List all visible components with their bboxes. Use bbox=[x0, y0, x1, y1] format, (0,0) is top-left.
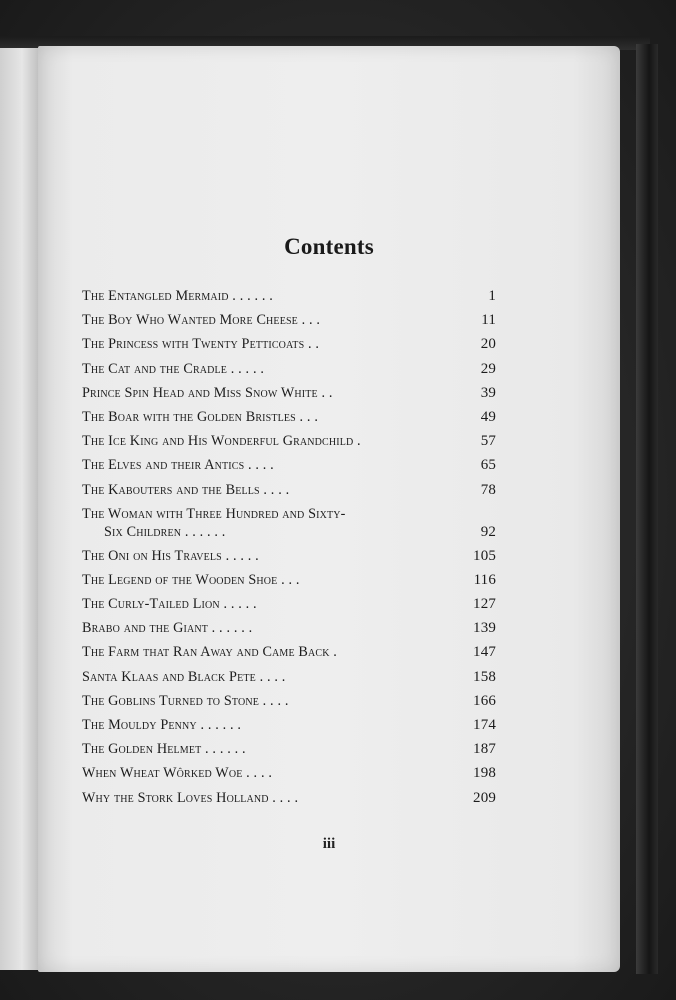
toc-entry-page: 198 bbox=[473, 765, 496, 782]
page-number: iii bbox=[322, 836, 336, 852]
toc-entry-title: The Ice King and His Wonderful Grandchild bbox=[82, 433, 354, 450]
toc-entry-leader: . . . . . . bbox=[196, 717, 242, 733]
toc-entry-page: 166 bbox=[473, 692, 496, 709]
toc-entry-title: The Princess with Twenty Petticoats bbox=[82, 336, 305, 353]
book-page bbox=[38, 46, 620, 972]
toc-entry-title: Santa Klaas and Black Pete bbox=[82, 668, 256, 685]
toc-entry-page: 29 bbox=[480, 360, 496, 377]
toc-entry bbox=[82, 381, 496, 405]
toc-entry-leader: . bbox=[353, 433, 361, 450]
toc-entry-title: The Boy Who Wanted More Cheese bbox=[82, 312, 298, 329]
toc-entry-leader: . . . . . . bbox=[207, 620, 253, 637]
toc-entry-page: 187 bbox=[473, 741, 496, 758]
toc-entry-page: 49 bbox=[480, 408, 496, 425]
toc-entry bbox=[82, 544, 496, 568]
toc-entry-leader: . . . . . bbox=[227, 360, 265, 377]
toc-entry-title: The Cat and the Cradle bbox=[82, 360, 228, 377]
toc-entry-title: The Mouldy Penny bbox=[82, 717, 197, 733]
toc-entry bbox=[82, 284, 496, 308]
toc-entry-page: 65 bbox=[480, 457, 496, 474]
toc-entry-page: 209 bbox=[473, 789, 496, 806]
toc-entry-title: Why the Stork Loves Holland bbox=[82, 789, 269, 806]
facing-page bbox=[0, 48, 41, 970]
toc-entry bbox=[82, 786, 496, 810]
toc-entry-leader: . . . bbox=[297, 312, 321, 329]
toc-entry bbox=[82, 713, 496, 737]
toc-entry-page: 139 bbox=[473, 620, 496, 637]
table-of-contents bbox=[82, 284, 496, 810]
toc-entry-leader: . . . . bbox=[244, 457, 274, 474]
toc-entry-title: The Entangled Mermaid bbox=[82, 288, 229, 304]
toc-entry bbox=[82, 502, 496, 544]
toc-entry-page: 57 bbox=[480, 433, 496, 450]
toc-entry bbox=[82, 665, 496, 689]
toc-entry-title: The Golden Helmet bbox=[82, 741, 202, 758]
toc-entry-page: 1 bbox=[488, 288, 496, 304]
toc-entry-title: Brabo and the Giant bbox=[82, 620, 208, 637]
toc-entry-title: Prince Spin Head and Miss Snow White bbox=[82, 384, 318, 401]
toc-entry-page: 147 bbox=[473, 644, 496, 661]
toc-entry-page: 127 bbox=[473, 596, 496, 613]
toc-entry-page: 105 bbox=[473, 547, 496, 564]
toc-entry-leader: . . . . . . bbox=[228, 288, 273, 304]
toc-entry-title: When Wheat Wôrked Woe bbox=[82, 765, 243, 782]
toc-entry-page: 116 bbox=[473, 571, 496, 588]
toc-entry-leader: . . . bbox=[295, 408, 319, 425]
toc-entry bbox=[82, 761, 496, 785]
toc-entry-leader: . . . . . . bbox=[201, 741, 246, 758]
toc-entry bbox=[82, 640, 496, 664]
toc-entry-title: The Boar with the Golden Bristles bbox=[82, 408, 296, 425]
toc-entry bbox=[82, 592, 496, 616]
toc-entry-title: The Legend of the Wooden Shoe bbox=[82, 571, 278, 588]
toc-entry-title: The Curly-Tailed Lion bbox=[82, 596, 220, 613]
toc-entry-page: 78 bbox=[480, 481, 496, 498]
toc-entry bbox=[82, 453, 496, 477]
toc-entry-leader: . . . bbox=[277, 571, 300, 588]
toc-entry-leader: . . . . bbox=[255, 668, 286, 685]
toc-entry bbox=[82, 478, 496, 502]
toc-entry bbox=[82, 308, 496, 332]
toc-entry-leader: . . . . . bbox=[219, 596, 257, 613]
toc-entry bbox=[82, 568, 496, 592]
toc-entry-page: 92 bbox=[480, 523, 496, 540]
book-cover-edge bbox=[636, 44, 658, 974]
toc-entry-title: The Oni on His Travels bbox=[82, 547, 222, 564]
page-title: Contents bbox=[284, 234, 374, 259]
toc-entry-leader: . . bbox=[304, 336, 320, 353]
toc-entry-leader: . . . . bbox=[259, 481, 290, 498]
toc-entry-page: 39 bbox=[480, 384, 496, 401]
toc-entry-leader: . . . . bbox=[242, 765, 273, 782]
toc-entry-leader: . . . . bbox=[258, 692, 289, 709]
toc-entry-leader: . . bbox=[317, 384, 333, 401]
toc-entry bbox=[82, 332, 496, 356]
toc-entry-leader: . . . . . . bbox=[181, 523, 226, 540]
toc-entry bbox=[82, 357, 496, 381]
toc-entry-leader: . . . . bbox=[268, 789, 299, 806]
toc-entry-page: 11 bbox=[481, 312, 496, 329]
toc-entry-title: The Goblins Turned to Stone bbox=[82, 692, 259, 709]
toc-entry-page: 158 bbox=[473, 668, 496, 685]
toc-entry-leader: . . . . . bbox=[221, 547, 259, 564]
toc-entry bbox=[82, 616, 496, 640]
toc-entry-title-continued bbox=[104, 520, 226, 544]
toc-entry-title: The Kabouters and the Bells bbox=[82, 481, 260, 498]
toc-entry bbox=[82, 737, 496, 761]
toc-entry-title: The Farm that Ran Away and Came Back bbox=[82, 644, 330, 661]
toc-entry-title: The Woman with Three Hundred and Sixty- bbox=[82, 505, 346, 522]
toc-entry-leader: . bbox=[329, 644, 338, 661]
toc-entry-title-line-2: Six Children bbox=[104, 523, 182, 540]
toc-entry-page: 174 bbox=[473, 717, 496, 733]
toc-entry-page: 20 bbox=[480, 336, 496, 353]
toc-entry-title: The Elves and their Antics bbox=[82, 457, 245, 474]
toc-entry bbox=[82, 689, 496, 713]
toc-entry bbox=[82, 405, 496, 429]
toc-entry bbox=[82, 429, 496, 453]
